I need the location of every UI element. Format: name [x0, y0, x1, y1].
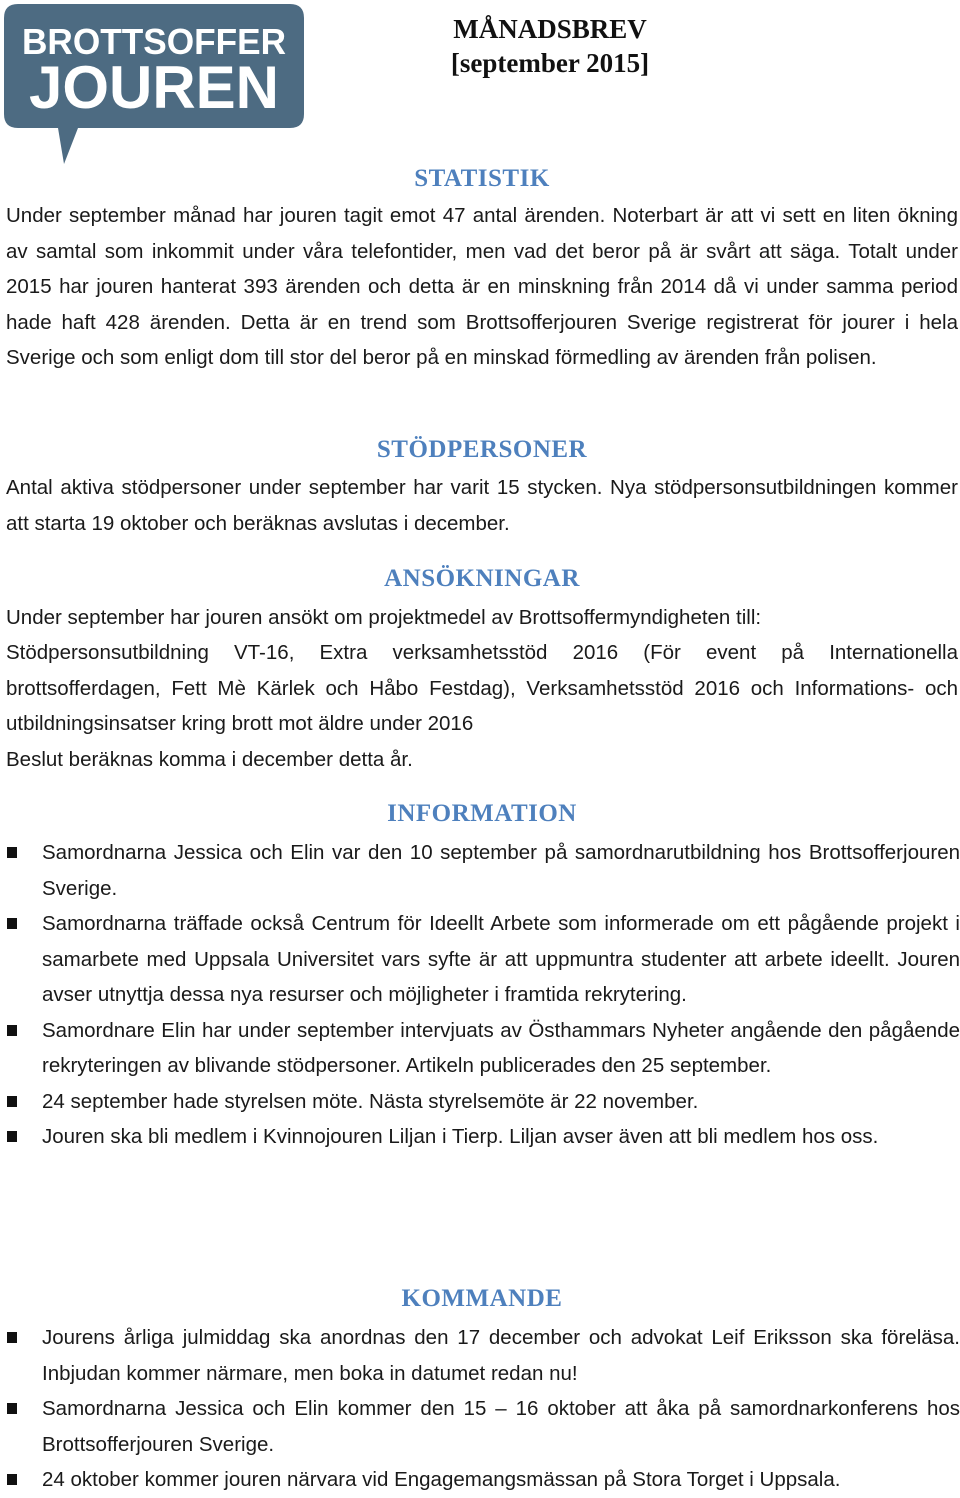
square-bullet-icon: [7, 847, 17, 858]
ansokningar-text: Stödpersonsutbildning VT-16, Extra verksamhetsstöd 2016 (För event på Internationella brottsofferdagen, Fett Mè Kärlek och Håbo Festdag), Verksamhetsstöd 2016 och Informations- och utbildningsinsatser kring brott mot äldre under 2016: [6, 641, 958, 735]
heading-kommande: KOMMANDE: [401, 1285, 563, 1312]
square-bullet-icon: [7, 1096, 17, 1107]
ansokningar-note: Beslut beräknas komma i december detta år.: [6, 748, 413, 771]
square-bullet-icon: [7, 1403, 17, 1414]
stodpersoner-text: Antal aktiva stödpersoner under september har varit 15 stycken. Nya stödpersonsutbildningen kommer att starta 19 oktober och beräknas avslutas i december.: [6, 476, 958, 535]
heading-statistik: STATISTIK: [414, 165, 550, 192]
information-list: [6, 835, 960, 1155]
list-item: Samordnarna träffade också Centrum för Ideellt Arbete som informerade om ett pågående projekt i samarbete med Uppsala Universitet vars syfte är att uppmuntra studenter att arbete ideellt. Jouren avser utnyttja dessa nya resurser och möjligheter i framtida rekrytering.: [6, 906, 960, 1013]
list-item: Jouren ska bli medlem i Kvinnojouren Liljan i Tierp. Liljan avser även att bli medlem hos oss.: [6, 1119, 960, 1155]
logo-line2: JOUREN: [29, 54, 279, 121]
square-bullet-icon: [7, 1332, 17, 1343]
square-bullet-icon: [7, 1131, 17, 1142]
heading-ansokningar: ANSÖKNINGAR: [384, 565, 580, 592]
statistik-text: Under september månad har jouren tagit emot 47 antal ärenden. Noterbart är att vi sett en liten ökning av samtal som inkommit under våra telefontider, men vad det beror på är svårt att säga. Totalt under 2015 har jouren hanterat 393 ärenden och detta är en minskning från 2014 då vi under samma period hade haft 428 ärenden. Detta är en trend som Brottsofferjouren Sverige registrerat för jourer i hela Sverige och som enligt dom till stor del beror på en minskad förmedling av ärenden från polisen.: [6, 204, 958, 369]
square-bullet-icon: [7, 918, 17, 929]
heading-stodpersoner: STÖDPERSONER: [376, 436, 588, 463]
newsletter-date: [september 2015]: [450, 48, 650, 78]
list-item: Jourens årliga julmiddag ska anordnas den 17 december och advokat Leif Eriksson ska föreläsa. Inbjudan kommer närmare, men boka in datumet redan nu!: [6, 1320, 960, 1391]
list-item: Samordnare Elin har under september intervjuats av Östhammars Nyheter angående den pågående rekryteringen av blivande stödpersoner. Artikeln publicerades den 25 september.: [6, 1013, 960, 1084]
list-item: 24 oktober kommer jouren närvara vid Engagemangsmässan på Stora Torget i Uppsala.: [6, 1462, 960, 1498]
list-item: 24 september hade styrelsen möte. Nästa styrelsemöte är 22 november.: [6, 1084, 960, 1120]
kommande-list: [6, 1320, 960, 1498]
square-bullet-icon: [7, 1025, 17, 1036]
brottsofferjouren-logo: [4, 4, 304, 166]
square-bullet-icon: [7, 1474, 17, 1485]
heading-information: INFORMATION: [387, 800, 577, 827]
list-item: Samordnarna Jessica och Elin var den 10 september på samordnarutbildning hos Brottsofferjouren Sverige.: [6, 835, 960, 906]
ansokningar-intro: Under september har jouren ansökt om projektmedel av Brottsoffermyndigheten till:: [6, 606, 762, 629]
newsletter-title: MÅNADSBREV: [453, 14, 647, 44]
list-item: Samordnarna Jessica och Elin kommer den 15 – 16 oktober att åka på samordnarkonferens hos Brottsofferjouren Sverige.: [6, 1391, 960, 1462]
logo-line1: BROTTSOFFER: [22, 21, 286, 62]
